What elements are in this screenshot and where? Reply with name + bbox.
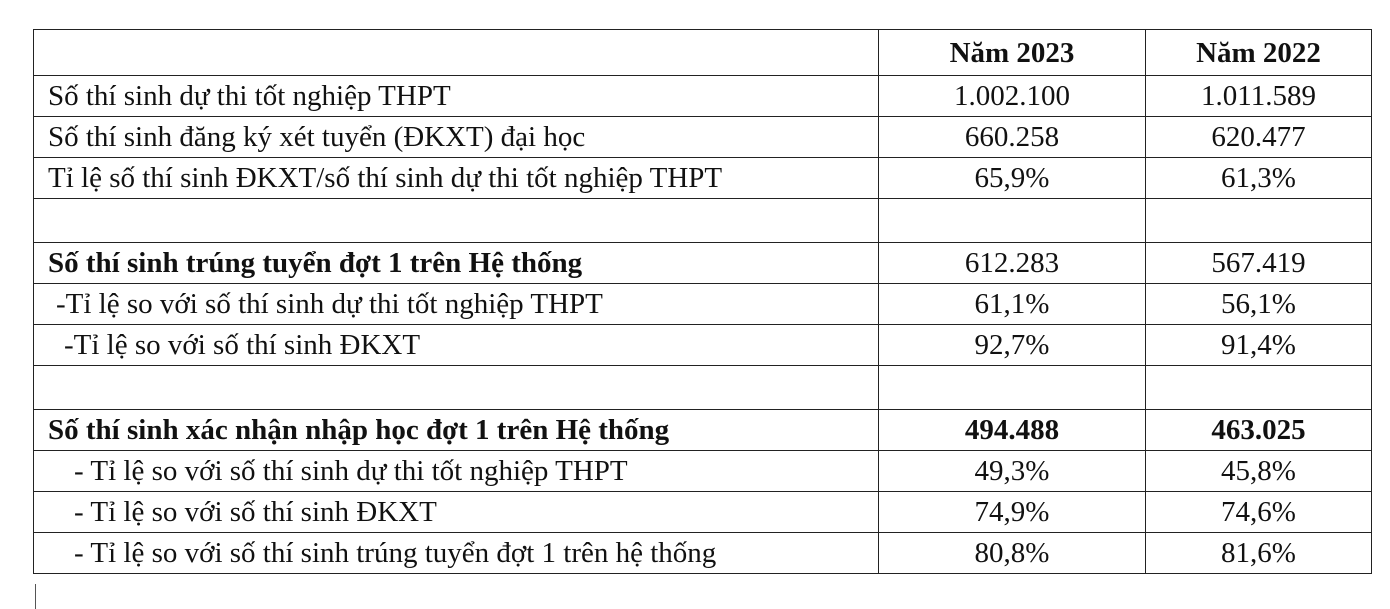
row-label: Tỉ lệ số thí sinh ĐKXT/số thí sinh dự thi tốt nghiệp THPT [34, 158, 879, 199]
value-2023: 494.488 [879, 410, 1146, 451]
table-row [34, 325, 1372, 366]
value-2023: 61,1% [879, 284, 1146, 325]
value-2022: 61,3% [1146, 158, 1372, 199]
value-2022: 81,6% [1146, 533, 1372, 574]
spacer-row [34, 366, 1372, 410]
value-2022 [1146, 366, 1372, 410]
table-row [34, 117, 1372, 158]
header-year-2023: Năm 2023 [879, 30, 1146, 76]
table-row [34, 284, 1372, 325]
table-row [34, 451, 1372, 492]
header-row [34, 30, 1372, 76]
row-label [34, 199, 879, 243]
value-2022: 463.025 [1146, 410, 1372, 451]
row-label: - Tỉ lệ so với số thí sinh ĐKXT [34, 492, 879, 533]
value-2022: 45,8% [1146, 451, 1372, 492]
value-2023: 92,7% [879, 325, 1146, 366]
row-label: -Tỉ lệ so với số thí sinh ĐKXT [34, 325, 879, 366]
row-label: - Tỉ lệ so với số thí sinh trúng tuyển đợt 1 trên hệ thống [34, 533, 879, 574]
page-edge-line [35, 584, 36, 609]
value-2022: 567.419 [1146, 243, 1372, 284]
row-label [34, 366, 879, 410]
value-2022 [1146, 199, 1372, 243]
value-2023: 49,3% [879, 451, 1146, 492]
value-2023: 65,9% [879, 158, 1146, 199]
row-label: Số thí sinh xác nhận nhập học đợt 1 trên Hệ thống [34, 410, 879, 451]
value-2022: 91,4% [1146, 325, 1372, 366]
value-2023: 74,9% [879, 492, 1146, 533]
value-2022: 56,1% [1146, 284, 1372, 325]
value-2022: 74,6% [1146, 492, 1372, 533]
table-row [34, 410, 1372, 451]
row-label: Số thí sinh trúng tuyển đợt 1 trên Hệ thống [34, 243, 879, 284]
row-label: - Tỉ lệ so với số thí sinh dự thi tốt nghiệp THPT [34, 451, 879, 492]
row-label: -Tỉ lệ so với số thí sinh dự thi tốt nghiệp THPT [34, 284, 879, 325]
table-row [34, 76, 1372, 117]
table-row [34, 243, 1372, 284]
table-row [34, 492, 1372, 533]
value-2023: 80,8% [879, 533, 1146, 574]
table-row [34, 158, 1372, 199]
row-label: Số thí sinh dự thi tốt nghiệp THPT [34, 76, 879, 117]
value-2023: 660.258 [879, 117, 1146, 158]
header-year-2022: Năm 2022 [1146, 30, 1372, 76]
spacer-row [34, 199, 1372, 243]
admission-stats-table [33, 29, 1372, 574]
value-2023 [879, 366, 1146, 410]
value-2022: 1.011.589 [1146, 76, 1372, 117]
header-label-cell [34, 30, 879, 76]
value-2023 [879, 199, 1146, 243]
value-2023: 1.002.100 [879, 76, 1146, 117]
table-row [34, 533, 1372, 574]
row-label: Số thí sinh đăng ký xét tuyển (ĐKXT) đại học [34, 117, 879, 158]
value-2023: 612.283 [879, 243, 1146, 284]
value-2022: 620.477 [1146, 117, 1372, 158]
